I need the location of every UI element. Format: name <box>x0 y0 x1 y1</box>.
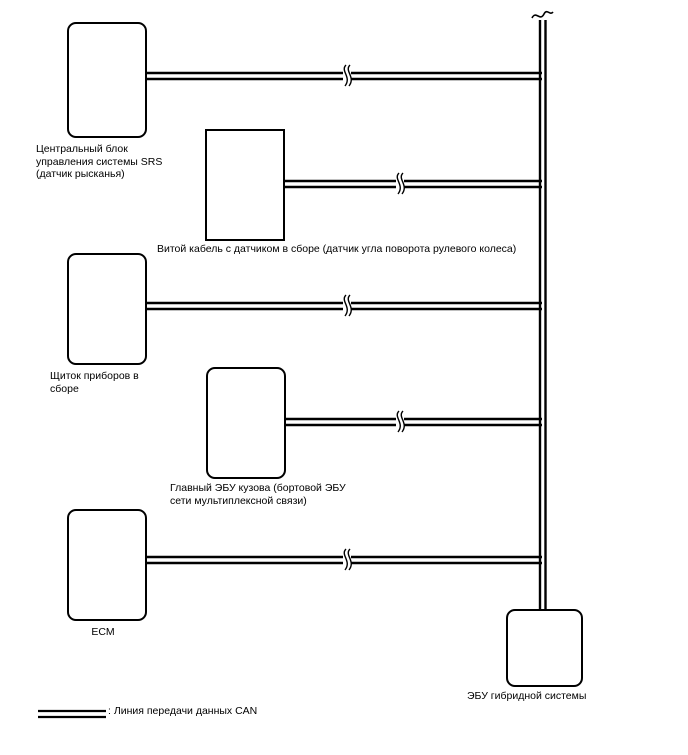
steering-sensor-label: Витой кабель с датчиком в сборе (датчик угла поворота рулевого колеса) <box>157 243 517 255</box>
branch-body <box>285 419 542 425</box>
ecm-box <box>68 510 146 620</box>
hybrid-ecu-box <box>507 610 582 686</box>
srs-ecu-label: Центральный блок управления системы SRS (датчик рысканья) <box>36 143 163 180</box>
can-trunk-line <box>540 20 546 610</box>
legend-can-line-icon <box>38 711 106 717</box>
ecm-label: ECM <box>91 626 115 638</box>
body-ecu-label: Главный ЭБУ кузова (бортовой ЭБУ сети мультиплексной связи) <box>170 482 346 507</box>
body-ecu-box <box>207 368 285 478</box>
branch-break-marks <box>343 65 404 570</box>
meter-label: Щиток приборов в сборе <box>50 370 139 395</box>
branch-steering <box>284 181 542 187</box>
steering-sensor-box <box>206 130 284 240</box>
meter-box <box>68 254 146 364</box>
legend-label: : Линия передачи данных CAN <box>108 705 258 717</box>
trunk-break-mark <box>532 11 553 19</box>
srs-ecu-box <box>68 23 146 137</box>
hybrid-ecu-label: ЭБУ гибридной системы <box>467 690 587 702</box>
